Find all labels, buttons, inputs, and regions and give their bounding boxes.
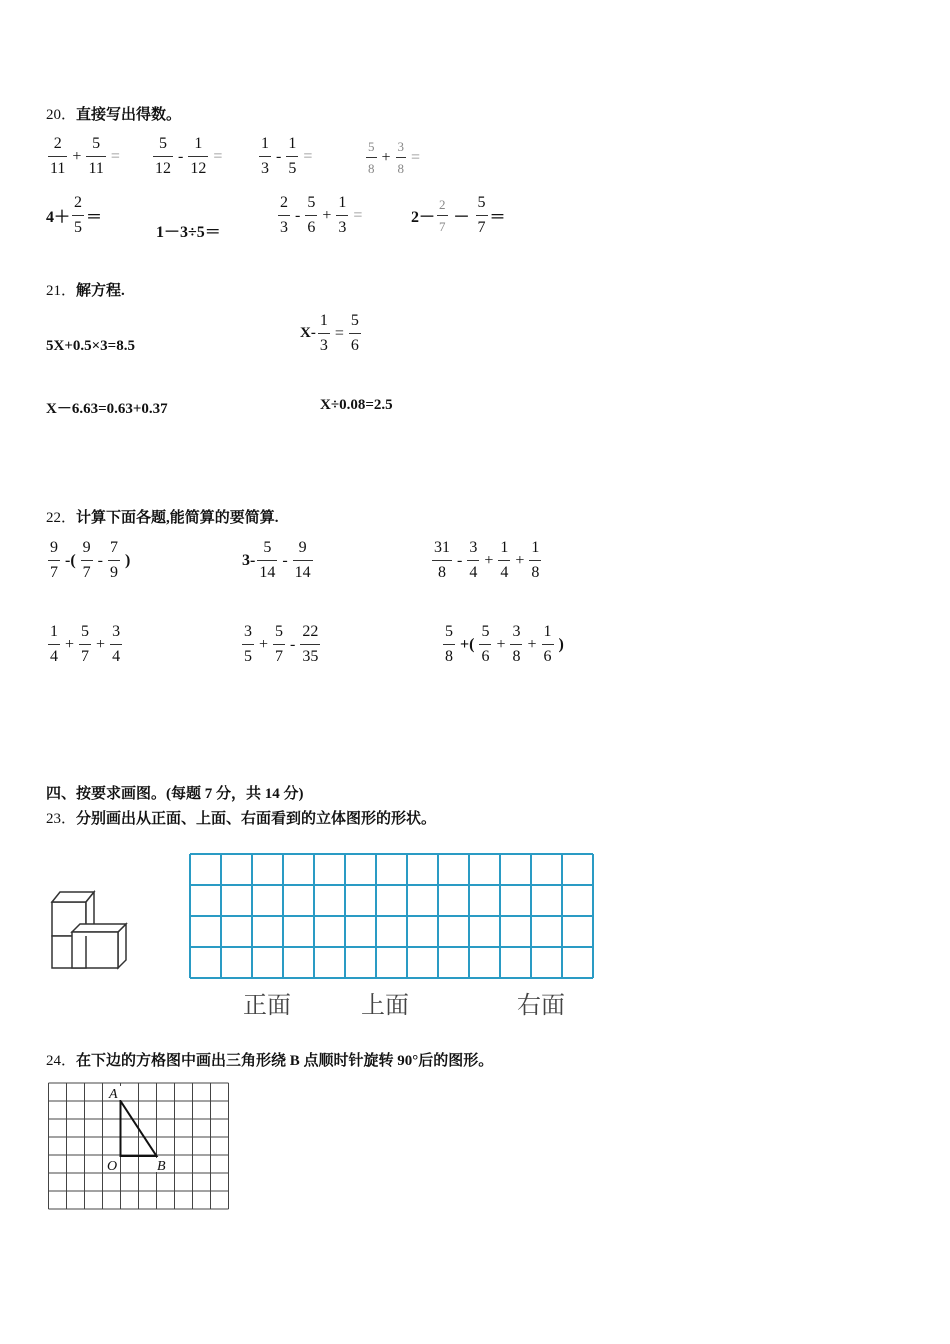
fraction: $\frac{3}{8}$ [397, 139, 405, 176]
point-label-o: O [107, 1159, 118, 1174]
q21-heading [46, 279, 125, 300]
fraction: $\frac{1}{3}$ [338, 194, 347, 236]
q20-expr-1: $\frac{2}{11}$ + $\frac{5}{11}$ = [50, 135, 120, 177]
fraction: $\frac{1}{4}$ [500, 539, 509, 581]
q24-number: 24． [46, 1053, 77, 1069]
fraction: $\frac{5}{7}$ [275, 623, 284, 665]
q23-title: 分别画出从正面、上面、右面看到的立体图形的形状。 [76, 811, 437, 827]
fraction: $\frac{2}{11}$ [50, 135, 66, 177]
section-4-title: 四、按要求画图。(每题 7 分，共 14 分) [46, 786, 304, 802]
fraction: $\frac{3}{4}$ [469, 539, 478, 581]
q22-problem-2: 3- $\frac{5}{14}$ - $\frac{9}{14}$ [242, 539, 311, 581]
fraction: $\frac{5}{6}$ [350, 312, 359, 354]
fraction: $\frac{5}{7}$ [81, 623, 90, 665]
fraction: $\frac{9}{7}$ [82, 539, 91, 581]
q20-expr-7: $\frac{2}{3}$ - $\frac{5}{6}$ + $\frac{1}{3}$ = [280, 194, 363, 236]
fraction: $\frac{5}{12}$ [155, 135, 171, 177]
label-right-view: 右面 [517, 991, 565, 1019]
q24-heading [46, 1049, 493, 1070]
fraction: $\frac{7}{9}$ [109, 539, 118, 581]
q23-number: 23． [46, 811, 77, 827]
q21-equation-3: X－6.63=0.63+0.37 [46, 401, 168, 417]
grid-lines [190, 854, 593, 978]
q24-title: 在下边的方格图中画出三角形绕 B 点顺时针旋转 90°后的图形。 [76, 1053, 494, 1069]
fraction: $\frac{9}{14}$ [294, 539, 311, 581]
q22-problem-1: $\frac{9}{7}$ -( $\frac{9}{7}$ - $\frac{7}{9}$ ) [50, 539, 131, 581]
grid-lines [49, 1083, 229, 1209]
fraction: $\frac{5}{14}$ [259, 539, 276, 581]
fraction: $\frac{31}{8}$ [434, 539, 450, 581]
fraction: $\frac{2}{5}$ [74, 194, 83, 236]
fraction: $\frac{2}{7}$ [439, 197, 446, 234]
q21-equation-2: X- $\frac{1}{3}$ = $\frac{5}{6}$ [300, 312, 359, 354]
fraction: $\frac{1}{12}$ [190, 135, 207, 177]
q20-expr-2: $\frac{5}{12}$ - $\frac{1}{12}$ = [155, 135, 223, 177]
fraction: $\frac{9}{7}$ [50, 539, 58, 581]
fraction: $\frac{5}{6}$ [481, 623, 490, 665]
rotation-grid[interactable] [44, 1080, 234, 1216]
fraction: $\frac{1}{3}$ [319, 312, 328, 354]
label-top-view: 上面 [361, 991, 409, 1019]
q20-expr-4: $\frac{5}{8}$ + $\frac{3}{8}$ = [368, 139, 421, 176]
fraction: $\frac{22}{35}$ [302, 623, 319, 665]
fraction: $\frac{3}{5}$ [244, 623, 252, 665]
q22-problem-6: $\frac{5}{8}$ +( $\frac{5}{6}$ + $\frac{3}{8}$ + $\frac{1}{6}$ ) [445, 623, 564, 665]
q20-expr-8: 2－ $\frac{2}{7}$ － $\frac{5}{7}$ ＝ [411, 194, 506, 236]
q20-title: 直接写出得数。 [76, 107, 182, 123]
fraction: $\frac{1}{3}$ [261, 135, 269, 177]
fraction: $\frac{5}{8}$ [368, 139, 375, 176]
fraction: $\frac{3}{4}$ [112, 623, 121, 665]
fraction: $\frac{3}{8}$ [512, 623, 521, 665]
q20-expr-5: 4＋ $\frac{2}{5}$ ＝ [46, 194, 103, 236]
q22-heading [46, 506, 279, 527]
fraction: $\frac{5}{8}$ [445, 623, 453, 665]
q22-problem-3: $\frac{31}{8}$ - $\frac{3}{4}$ + $\frac{1}{4}$ + $\frac{1}{8}$ [434, 539, 540, 581]
fraction: $\frac{2}{3}$ [280, 194, 288, 236]
q22-title: 计算下面各题,能简算的要简算. [76, 510, 279, 526]
q21-title: 解方程. [76, 283, 125, 299]
fraction: $\frac{5}{11}$ [88, 135, 104, 177]
q20-heading [46, 103, 181, 124]
fraction: $\frac{5}{6}$ [307, 194, 316, 236]
q20-number: 20． [46, 107, 77, 123]
q23-heading [46, 807, 436, 828]
q21-equation-4: X÷0.08=2.5 [320, 397, 393, 413]
q21-equation-1: 5X+0.5×3=8.5 [46, 338, 135, 354]
fraction: $\frac{1}{5}$ [288, 135, 297, 177]
cube-stack-figure [46, 886, 132, 982]
views-drawing-grid[interactable] [188, 852, 594, 982]
q22-problem-4: $\frac{1}{4}$ + $\frac{5}{7}$ + $\frac{3}{4}$ [50, 623, 121, 665]
fraction: $\frac{1}{8}$ [531, 539, 540, 581]
point-label-a: A [109, 1087, 118, 1102]
fraction: $\frac{5}{7}$ [477, 194, 486, 236]
q20-expr-3: $\frac{1}{3}$ - $\frac{1}{5}$ = [261, 135, 313, 177]
label-front-view: 正面 [243, 991, 291, 1019]
q20-expr-6: 1－3÷5＝ [156, 224, 221, 241]
q22-number: 22． [46, 510, 77, 526]
q22-problem-5: $\frac{3}{5}$ + $\frac{5}{7}$ - $\frac{22}{35}$ [244, 623, 319, 665]
fraction: $\frac{1}{4}$ [50, 623, 58, 665]
fraction: $\frac{1}{6}$ [543, 623, 552, 665]
point-label-b: B [157, 1159, 166, 1174]
q21-number: 21． [46, 283, 77, 299]
